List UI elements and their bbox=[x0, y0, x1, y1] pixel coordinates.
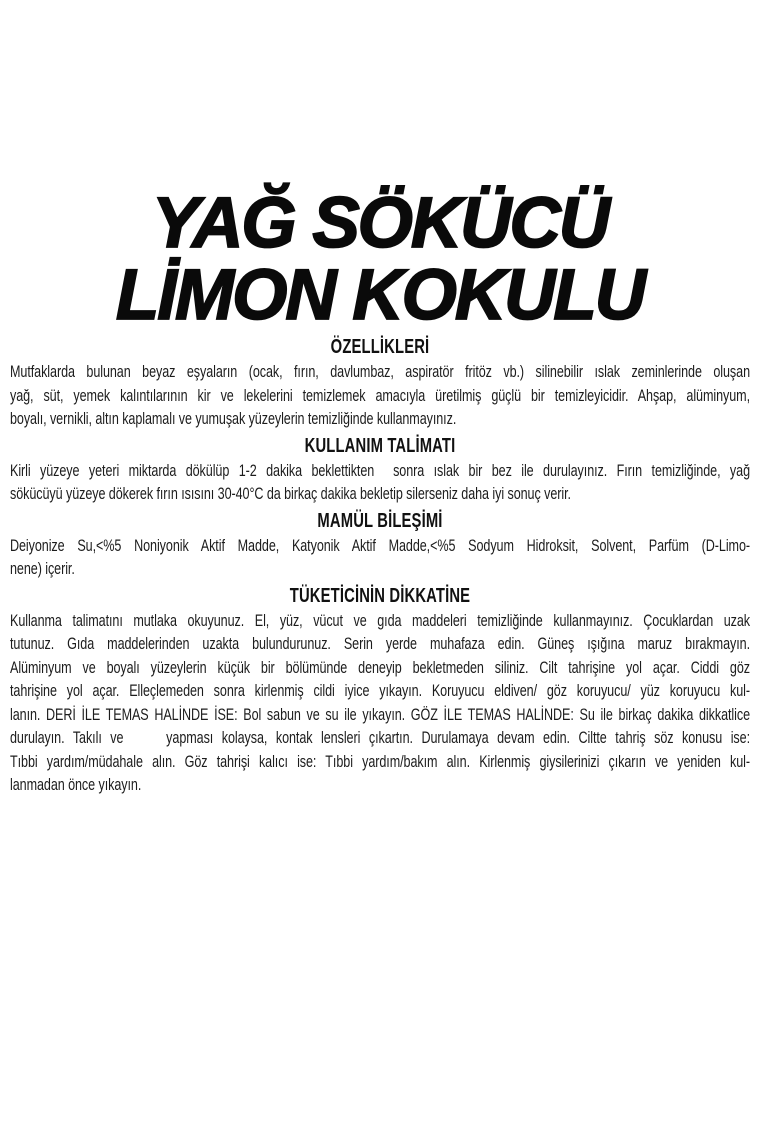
section-tuketicinin-dikkatine bbox=[10, 585, 750, 797]
product-title-line-1: YAĞ SÖKÜCÜ bbox=[152, 184, 608, 263]
text-line: Alüminyum ve boyalı yüzeylerin küçük bir bölümünde deneyip bekletmeden siliniz. Cilt tahrişine yol açar. Ciddi göz bbox=[10, 657, 750, 677]
section-body-ozellikleri bbox=[10, 360, 750, 431]
section-ozellikleri bbox=[10, 336, 750, 431]
text-line: Kullanma talimatını mutlaka okuyunuz. El, yüz, vücut ve gıda maddeleri temizliğinde kullanmayınız. Çocuklardan uzak bbox=[10, 610, 750, 630]
text-line: Deiyonize Su,<%5 Noniyonik Aktif Madde, Katyonik Aktif Madde,<%5 Sodyum Hidroksit, Solvent, Parfüm (D-Limo- bbox=[10, 535, 750, 555]
text-line: durulayın. Takılı ve yapması kolaysa, kontak lensleri çıkartın. Durulamaya devam edin. Ciltte tahriş söz konusu ise: bbox=[10, 728, 750, 747]
text-line: Tıbbi yardım/müdahale alın. Göz tahrişi kalıcı ise: Tıbbi yardım/bakım alın. Kirlenmiş giysilerinizi çıkarın ve yeniden kul- bbox=[10, 751, 750, 771]
section-body-kullanim-talimati bbox=[10, 459, 750, 506]
text-line: tutunuz. Gıda maddelerinden uzakta bulundurunuz. Serin yerde muhafaza edin. Güneş ışığına maruz bırakmayın. bbox=[10, 634, 750, 653]
text-line: sökücüyü yüzeye dökerek fırın ısısını 30-40°C da birkaç dakika bekletip silerseniz daha iyi sonuç verir. bbox=[10, 484, 571, 503]
section-heading-mamul-bilesimi: MAMÜL BİLEŞİMİ bbox=[317, 509, 443, 532]
section-body-tuketicinin-dikkatine bbox=[10, 609, 750, 797]
text-line: Mutfaklarda bulunan beyaz eşyaların (ocak, fırın, davlumbaz, aspiratör fritöz vb.) silinebilir ıslak zeminlerinde oluşan bbox=[10, 362, 750, 381]
text-line: lanmadan önce yıkayın. bbox=[10, 775, 142, 794]
text-line: tahrişine yol açar. Elleçlemeden sonra kirlenmiş cildi iyice yıkayın. Koruyucu eldiven/ göz koruyucu/ yüz koruyucu kul- bbox=[10, 681, 750, 700]
section-kullanim-talimati bbox=[10, 435, 750, 506]
text-line: yağ, süt, yemek kalıntılarının kir ve lekelerini temizlemek amacıyla üretilmiş güçlü bir temizleyicidir. Ahşap, alüminyum, bbox=[10, 385, 750, 405]
text-line: nene) içerir. bbox=[10, 559, 75, 578]
section-body-mamul-bilesimi bbox=[10, 534, 750, 581]
section-mamul-bilesimi bbox=[10, 510, 750, 581]
label-text-sections bbox=[10, 336, 750, 797]
product-title bbox=[0, 0, 760, 335]
text-line: lanın. DERİ İLE TEMAS HALİNDE İSE: Bol sabun ve su ile yıkayın. GÖZ İLE TEMAS HALİNDE: Su ile birkaç dakika dikkatlice bbox=[10, 704, 750, 724]
section-heading-kullanim-talimati: KULLANIM TALİMATI bbox=[304, 434, 456, 457]
section-heading-tuketicinin-dikkatine: TÜKETİCİNİN DİKKATİNE bbox=[289, 584, 471, 607]
section-heading-ozellikleri: ÖZELLİKLERİ bbox=[330, 336, 430, 358]
text-line: Kirli yüzeye yeteri miktarda dökülüp 1-2 dakika beklettikten sonra ıslak bir bez ile durulayınız. Fırın temizliğinde, yağ bbox=[10, 460, 750, 480]
product-title-line-2: LİMON KOKULU bbox=[115, 256, 645, 335]
text-line: boyalı, vernikli, altın kaplamalı ve yumuşak yüzeylerin temizliğinde kullanmayınız. bbox=[10, 409, 457, 428]
